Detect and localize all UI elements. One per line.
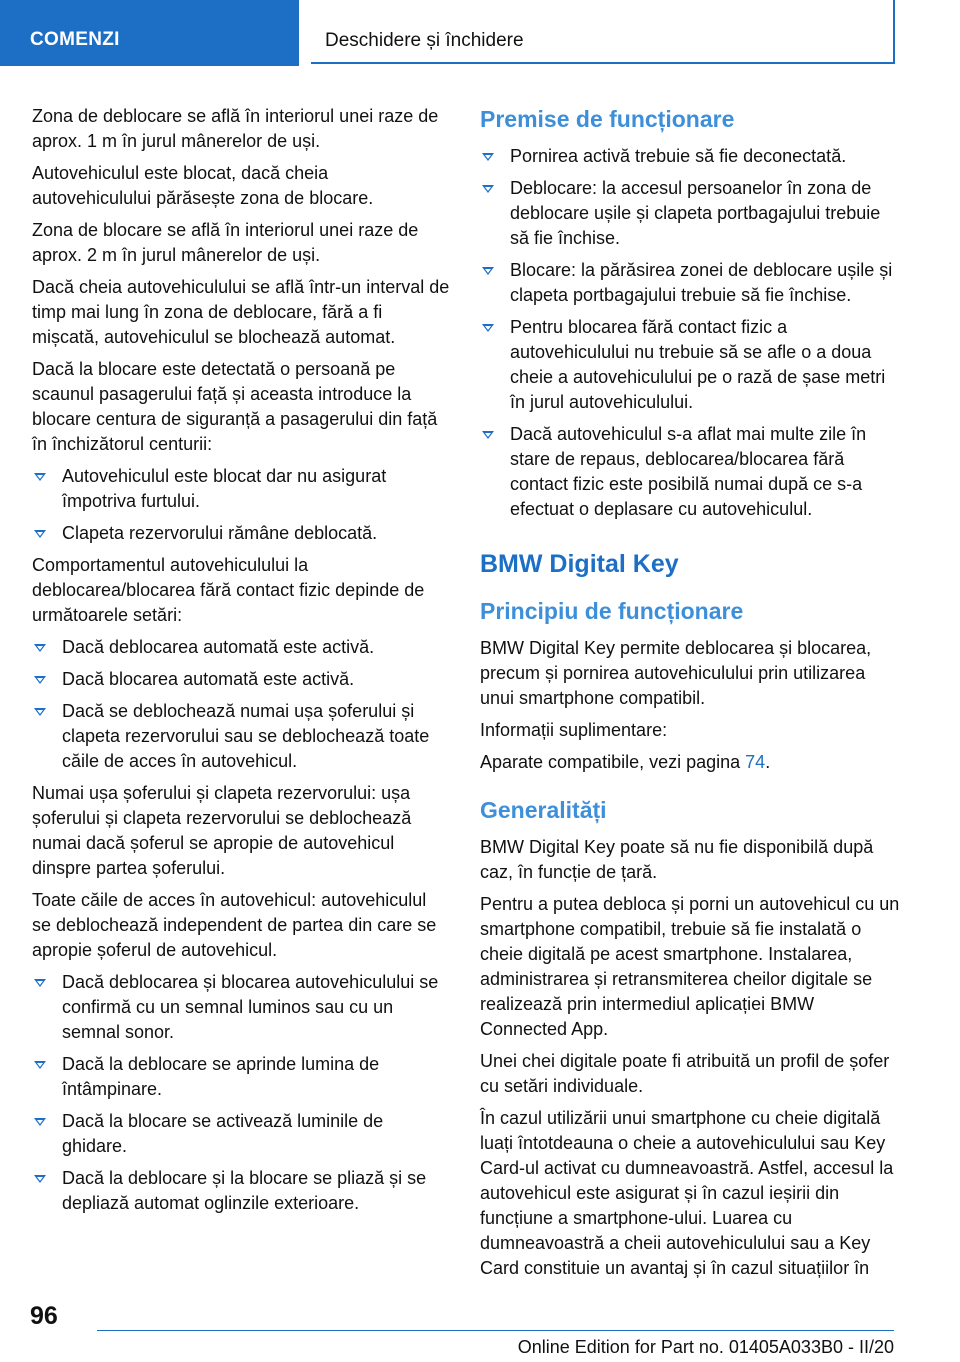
list-item-text: Dacă autovehiculul s-a aflat mai multe zile în stare de repaus, deblocarea/blocarea fără contact fizic este posibilă numai după ce s-a efectuat o deplasare cu autovehiculul.: [510, 424, 867, 519]
triangle-bullet-icon: [34, 676, 46, 684]
list-item: [480, 315, 900, 415]
triangle-bullet-icon: [34, 1175, 46, 1183]
bullet-list: [32, 464, 450, 546]
triangle-bullet-icon: [34, 1061, 46, 1069]
paragraph: BMW Digital Key poate să nu fie disponibilă după caz, în funcție de țară.: [480, 837, 874, 882]
list-item-text: Dacă deblocarea automată este activă.: [62, 637, 375, 657]
heading-digital-key: BMW Digital Key: [480, 550, 679, 578]
period: .: [765, 752, 771, 772]
list-item-text: Clapeta rezervorului rămâne deblocată.: [62, 523, 378, 543]
right-column: [480, 104, 900, 1288]
list-item-text: Deblocare: la accesul persoanelor în zona de deblocare ușile și clapeta portbagajului trebuie să fie închise.: [510, 178, 881, 248]
list-item: [480, 422, 900, 522]
triangle-bullet-icon: [34, 644, 46, 652]
bullet-list: [480, 144, 900, 522]
triangle-bullet-icon: [34, 530, 46, 538]
paragraph: În cazul utilizării unui smartphone cu cheie digitală luați întotdeauna o cheie a autovehiculului sau Key Card-ul activat cu dumneavoastră. Astfel, accesul la autovehicul este asigurat și în cazul ieșirii din funcțiune a smartphone-ului. Luarea cu dumneavoastră a cheii autovehiculului sau a Key Card constituie un avantaj și în cazul situațiilor în: [480, 1108, 894, 1278]
paragraph: Autovehiculul este blocat, dacă cheia autovehiculului părăsește zona de blocare.: [32, 163, 374, 208]
triangle-bullet-icon: [482, 153, 494, 161]
heading-principiu: Principiu de funcționare: [480, 598, 744, 624]
bullet-list: [32, 635, 450, 774]
list-item-text: Dacă deblocarea și blocarea autovehiculului se confirmă cu un semnal luminos sau cu un semnal sonor.: [62, 972, 439, 1042]
list-item: [32, 635, 450, 660]
paragraph: Zona de blocare se află în interiorul unei raze de aprox. 2 m în jurul mânerelor de uși.: [32, 220, 419, 265]
paragraph: BMW Digital Key permite deblocarea și blocarea, precum și pornirea autovehiculului prin utilizarea unui smartphone compatibil.: [480, 638, 872, 708]
page-header: [0, 0, 960, 66]
list-item: [480, 258, 900, 308]
triangle-bullet-icon: [34, 979, 46, 987]
footer-divider: [97, 1330, 894, 1331]
page-number: 96: [30, 1302, 58, 1330]
list-item: [32, 521, 450, 546]
list-item: [32, 667, 450, 692]
heading-premise: Premise de funcționare: [480, 106, 735, 132]
paragraph: Informații suplimentare:: [480, 720, 668, 740]
list-item-text: Dacă la deblocare se aprinde lumina de întâmpinare.: [62, 1054, 380, 1099]
list-item-text: Blocare: la părăsirea zonei de deblocare ușile și clapeta portbagajului trebuie să fie închise.: [510, 260, 893, 305]
list-item: [32, 1166, 450, 1216]
triangle-bullet-icon: [34, 1118, 46, 1126]
triangle-bullet-icon: [482, 267, 494, 275]
paragraph: Zona de deblocare se află în interiorul unei raze de aprox. 1 m în jurul mânerelor de uși.: [32, 106, 439, 151]
list-item: [32, 1109, 450, 1159]
triangle-bullet-icon: [34, 473, 46, 481]
section-tab[interactable]: COMENZI: [0, 0, 299, 66]
sub-paragraph: Toate căile de acces în autovehicul: autovehiculul se deblochează independent de partea din care se apropie șoferul de autovehicul.: [32, 890, 437, 960]
list-item-text: Dacă blocarea automată este activă.: [62, 669, 355, 689]
triangle-bullet-icon: [482, 324, 494, 332]
list-item-text: Pornirea activă trebuie să fie deconectată.: [510, 146, 847, 166]
sub-paragraph: Numai ușa șoferului și clapeta rezervorului: ușa șoferului și clapeta rezervorului se deblochează numai dacă șoferul se apropie de autovehicul dinspre partea șoferului.: [32, 783, 412, 878]
triangle-bullet-icon: [482, 185, 494, 193]
list-item-text: Dacă la blocare se activează luminile de ghidare.: [62, 1111, 384, 1156]
list-item: [480, 176, 900, 251]
triangle-bullet-icon: [482, 431, 494, 439]
bullet-list: [32, 970, 450, 1216]
paragraph: Unei chei digitale poate fi atribuită un profil de șofer cu setări individuale.: [480, 1051, 890, 1096]
list-item: [32, 1052, 450, 1102]
paragraph: Comportamentul autovehiculului la deblocarea/blocarea fără contact fizic depinde de următoarele setări:: [32, 555, 425, 625]
list-item-text: Dacă se deblochează numai ușa șoferului și clapeta rezervorului sau se deblochează toate căile de acces în autovehicul.: [62, 701, 430, 771]
list-item: [480, 144, 900, 169]
paragraph: Pentru a putea debloca și porni un autovehicul cu un smartphone compatibil, trebuie să fie instalată o cheie digitală pe acest smartphone. Instalarea, administrarea și retransmiterea cheilor digitale se realizează prin intermediul aplicației BMW Connected App.: [480, 894, 900, 1039]
list-item-text: Pentru blocarea fără contact fizic a autovehiculului nu trebuie să se afle o a doua cheie a autovehiculului pe o rază de șase metri în jurul autovehiculului.: [510, 317, 886, 412]
link-prefix-text: Aparate compatibile, vezi pagina: [480, 752, 741, 772]
chapter-title: Deschidere și închidere: [311, 0, 895, 64]
list-item: [32, 699, 450, 774]
list-item-text: Autovehiculul este blocat dar nu asigurat împotriva furtului.: [62, 466, 387, 511]
triangle-bullet-icon: [34, 708, 46, 716]
left-column: [32, 104, 450, 1223]
list-item: [32, 970, 450, 1045]
paragraph: Dacă la blocare este detectată o persoană pe scaunul pasagerului față și aceasta introduce la blocare centura de siguranță a pasagerului din față în închizătorul centurii:: [32, 359, 438, 454]
page-reference-link[interactable]: 74: [745, 752, 766, 772]
list-item-text: Dacă la deblocare și la blocare se pliază și se depliază automat oglinzile exterioare.: [62, 1168, 427, 1213]
heading-generalitati: Generalități: [480, 797, 607, 823]
list-item: [32, 464, 450, 514]
paragraph: Dacă cheia autovehiculului se află într-un interval de timp mai lung în zona de deblocare, fără a fi mișcată, autovehiculul se blochează automat.: [32, 277, 450, 347]
edition-footer: Online Edition for Part no. 01405A033B0 - II/20: [517, 1337, 894, 1357]
paragraph-with-link: [480, 750, 900, 775]
